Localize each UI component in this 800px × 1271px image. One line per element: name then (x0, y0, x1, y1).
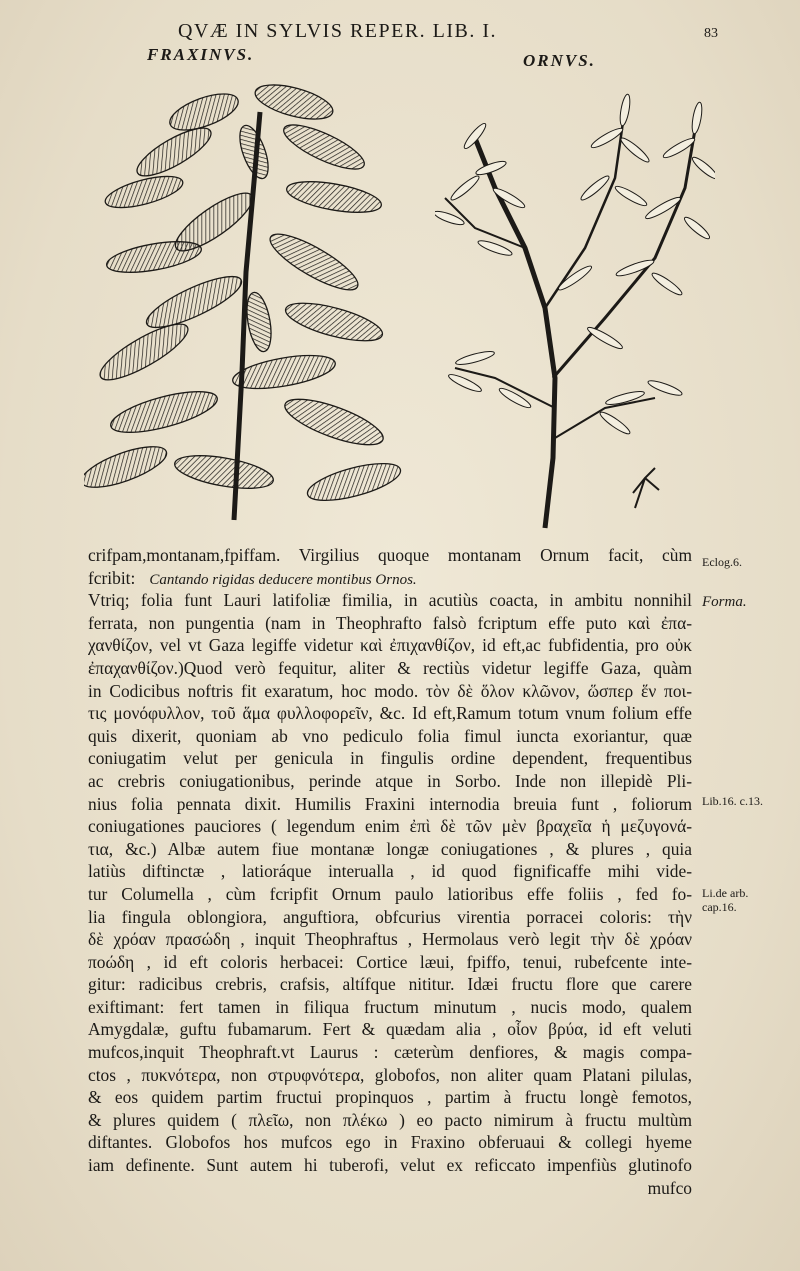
text-line: mufco (647, 1177, 692, 1198)
text-line: latiùs diftinctæ , latioráque interualla , id quod fignificaffe mihi vide- (88, 861, 692, 882)
ornus-woodcut (435, 78, 715, 530)
text-line: ἐπαχανθίζον.)Quod verò fequitur, aliter & rectiùs videtur legiffe Gaza, quàm (88, 657, 692, 678)
text-line: ac crebris coniugationibus, perinde atque in Sorbo. Inde non illepidè Pli- (88, 770, 692, 791)
margin-note-forma: Forma. (702, 594, 747, 610)
text-line: χανθίζον, vel vt Gaza legiffe videtur καὶ ἐπιχανθίζον, id eft,ac fubfidentia, pro οὐκ (88, 635, 692, 656)
text-line: in Codicibus noftris fit exaratum, hoc modo. τὸν δὲ ὅλον κλῶνον, ὥσπερ ἕν ποι- (88, 680, 692, 701)
text-line: δὲ χρόαν πρασώδη , inquit Theophraftus , Hermolaus verò legit τὴν δὲ χρόαν (88, 929, 692, 950)
text-line: Amygdalæ, guftu fubamarum. Fert & quædam alia , οἷον βρύα, id eft veluti (88, 1019, 692, 1040)
text-line: fcribit: Cantando rigidas deducere montibus Ornos. (88, 567, 417, 588)
virgil-quote: Cantando rigidas deducere montibus Ornos. (149, 571, 417, 588)
text-line: diftantes. Globofos hos mufcos ego in Fraxino obferuaui & collegi hyeme (88, 1132, 692, 1153)
text-line: mufcos,inquit Theophraft.vt Laurus : cæterùm denfiores, & magis compa- (88, 1042, 692, 1063)
text-line: quis dixerit, quoniam ab vno pediculo folia fimul iuncta exoriantur, quæ (88, 725, 692, 746)
text-line: ποώδη , id eft coloris herbacei: Cortice læui, fpiffo, tenui, rubefcente inte- (88, 951, 692, 972)
text-line: coniugatim velut per genicula in fingulis ordine dependent, frequentibus (88, 748, 692, 769)
text-line: iam definente. Sunt autem hi tuberofi, velut ex reficcato impenfiùs glutinofo (88, 1155, 692, 1176)
running-head: QVÆ IN SYLVIS REPER. LIB. I. (178, 20, 498, 42)
text-line: tur Columella , cùm fcripfit Ornum paulo latioribus effe foliis , fed fo- (88, 883, 692, 904)
text-line: gitur: radicibus crebris, crafsis, altífque nititur. Idæi fructu flore que carere (88, 974, 692, 995)
text-line: nius folia pennata dixit. Humilis Fraxini internodia breuia funt , foliorum (88, 793, 692, 814)
body-text (88, 544, 692, 1199)
margin-note-cap16: cap.16. (702, 900, 737, 914)
text-line: ferrata, non pungentia (nam in Theophrafto falsò fcriptum effe puto καὶ ἐπα- (88, 612, 692, 633)
text-line: lia fingula oblongiora, anguftiora, obfcurius virentia porracei coloris: τὴν (88, 906, 692, 927)
text-line: τις μονόφυλλον, τοῦ ἅμα φυλλοφορεῖν, &c. Id eft,Ramum totum vnum folium effe (88, 703, 692, 724)
text-line: exiftimant: fert tamen in filiqua fructum minutum , nucis modo, qualem (88, 996, 692, 1017)
ornus-label: ORNVS. (523, 51, 596, 70)
text-line: & plures quidem ( πλεῖω, non πλέκω ) eo pacto nimirum à fructu multùm (88, 1109, 692, 1130)
fraxinus-label: FRAXINVS. (147, 45, 255, 64)
fraxinus-woodcut (84, 72, 414, 522)
text-line: τια, &c.) Albæ autem fiue montanæ longæ coniugationes , & plures , quia (88, 838, 692, 859)
margin-note-eclog: Eclog.6. (702, 555, 742, 569)
page-number: 83 (704, 26, 718, 41)
text-line: & eos quidem partim fructui propinquos , partim à fructu longè femotos, (88, 1087, 692, 1108)
margin-note-lidearb: Li.de arb. (702, 886, 749, 900)
margin-note-lib16: Lib.16. c.13. (702, 794, 763, 808)
text-line: crifpam,montanam,fpiffam. Virgilius quoque montanam Ornum facit, cùm (88, 545, 692, 565)
text-line: Vtriq; folia funt Lauri latifoliæ fimilia, in acutiùs coacta, in ambitu nonnihil (88, 590, 692, 611)
text-line: ctos , πυκνότερα, non στρυφνότερα, globofos, non aliter quam Platani pilulas, (88, 1064, 692, 1085)
text-line: coniugationes pauciores ( legendum enim ἐπὶ δὲ τῶν μὲν βραχεῖα ἡ μεζυγονά- (88, 816, 692, 837)
